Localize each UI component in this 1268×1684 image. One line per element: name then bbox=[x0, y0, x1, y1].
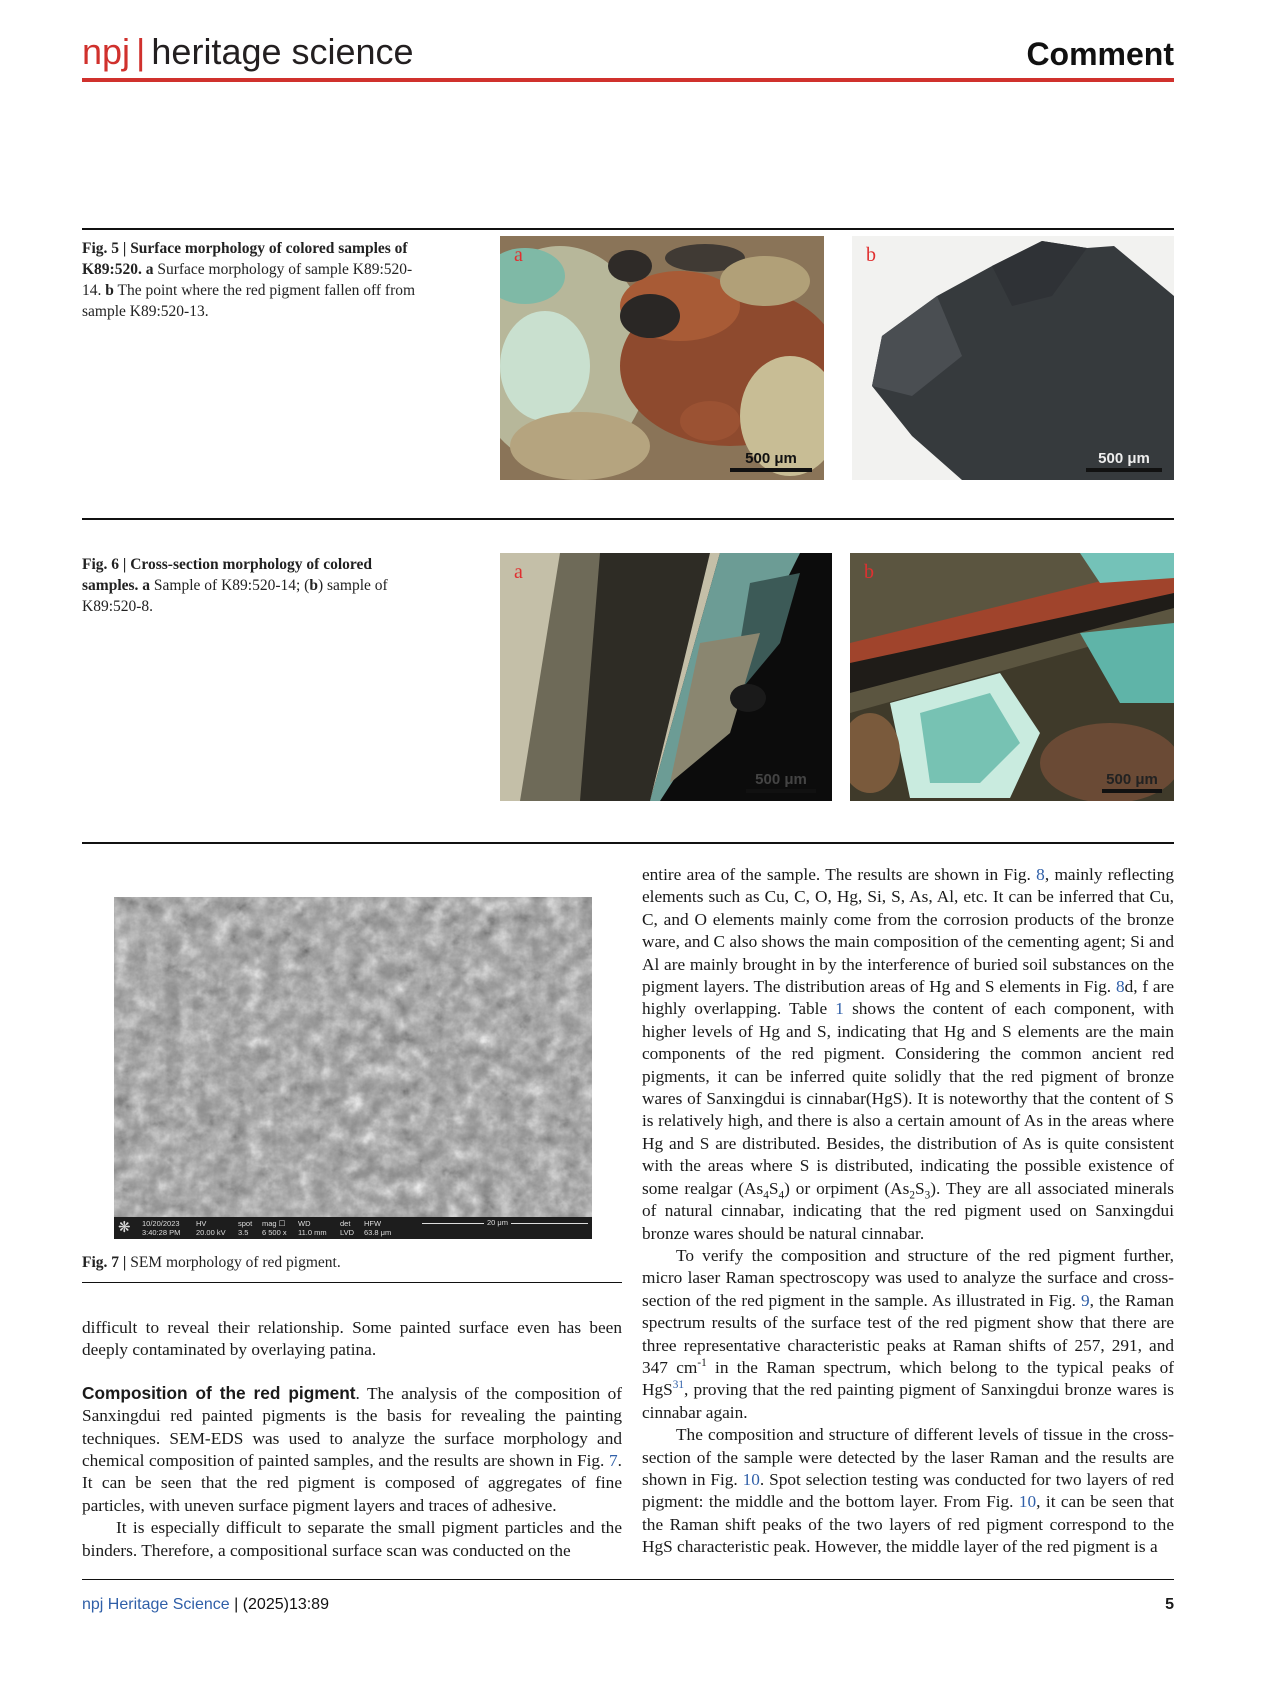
figure-6a-scale-bar bbox=[746, 771, 816, 793]
left-paragraph-2-text-a: . The analysis of the composition of Sanxingdui red painted pigments is the basis for revealing the painting techniques. SEM-EDS was used to analyze the surface morphology and chemical composition of painted samples, and the results are shown in Fig. bbox=[82, 1383, 622, 1471]
fig-8-link[interactable]: 8 bbox=[1036, 865, 1045, 884]
footer-citation bbox=[82, 1596, 329, 1614]
journal-npj: npj bbox=[82, 31, 131, 72]
fig-8-link-2[interactable]: 8 bbox=[1115, 977, 1125, 997]
figure-5-caption-a-text: Surface morphology of sample K89:520-14. bbox=[82, 261, 413, 299]
left-paragraph-3: It is especially difficult to separate the small pigment particles and the binders. Therefore, a compositional surface scan was conducted on the bbox=[82, 1518, 622, 1560]
right-paragraph-3 bbox=[642, 1424, 1174, 1558]
section-heading: Composition of the red pigment bbox=[82, 1382, 356, 1403]
right-paragraph-1-text-d: shows the content of each component, with higher levels of Hg and S, indicating that Hg and S elements are the main components of the red pigment. Considering the common ancient red pigments, it can be inferred quite solidly that the red pigment of bronze wares of Sanxingdui is cinnabar(HgS). It is noteworthy that the content of S is relatively high, and there is also a certain amount of As in the areas where Hg and S are distributed. Besides, the distribution of As is quite consistent with the areas where S is distributed, indicating the possible existence of some realgar (As bbox=[642, 999, 1174, 1198]
figure-5b-scale-text: 500 μm bbox=[1098, 450, 1150, 467]
figure-5-caption-a-letter: a bbox=[145, 261, 154, 278]
sem-logo-icon: ❋ bbox=[118, 1219, 131, 1236]
sem-det-label: det bbox=[340, 1219, 351, 1228]
realgar-s: S bbox=[768, 1178, 779, 1198]
right-paragraph-3-text-c: , it can be seen that the Raman shift peaks of the two layers of red pigment correspond to the HgS characteristic peak. However, the middle layer of the red pigment is a bbox=[642, 1492, 1174, 1557]
figure-6a-image bbox=[500, 553, 832, 801]
right-paragraph-1 bbox=[642, 864, 1174, 1245]
figure-5b-label: b bbox=[866, 244, 876, 266]
right-paragraph-3-text-a: The composition and structure of different levels of tissue in the cross-section of the sample were detected by the laser Raman and the results are shown in Fig. bbox=[642, 1425, 1174, 1489]
figure-5b-scale-bar bbox=[1086, 450, 1162, 472]
figure-6b-scale-text: 500 μm bbox=[1106, 771, 1158, 788]
table-1-link[interactable]: 1 bbox=[835, 999, 844, 1019]
left-paragraph-2 bbox=[82, 1382, 622, 1517]
figure-5a-scale-text: 500 μm bbox=[745, 450, 797, 467]
sem-hfw-label: HFW bbox=[364, 1219, 382, 1228]
sem-spot-label: spot bbox=[238, 1219, 253, 1228]
right-paragraph-1-text-f: ) or orpiment (As bbox=[784, 1178, 910, 1198]
fig-10-link-2[interactable]: 10 bbox=[1018, 1492, 1037, 1512]
page-number: 5 bbox=[1165, 1596, 1174, 1613]
right-paragraph-1-text-a: entire area of the sample. The results are shown in Fig. bbox=[642, 865, 1037, 884]
orpiment-sub-as: 2 bbox=[909, 1189, 916, 1202]
left-paragraph-1: difficult to reveal their relationship. Some painted surface even has been deeply contaminated by overlaying patina. bbox=[82, 1318, 622, 1360]
sem-det-value: LVD bbox=[340, 1228, 355, 1237]
header-rule bbox=[82, 78, 1174, 82]
figure-5-caption-b-letter: b bbox=[105, 282, 114, 299]
sem-mag-label: mag ☐ bbox=[262, 1219, 286, 1228]
wavenumber-exponent: -1 bbox=[697, 1357, 707, 1370]
figure-6b-scale-bar bbox=[1102, 771, 1162, 793]
journal-name: heritage science bbox=[151, 31, 414, 72]
sem-hv-label: HV bbox=[196, 1219, 207, 1228]
figure-6b-label: b bbox=[864, 561, 874, 583]
right-paragraph-1-text-b: , mainly reflecting elements such as Cu, C, O, Hg, Si, S, As, Al, etc. It can be inferred that Cu, C, and O elements mainly come from the corrosion products of the bronze ware, and C also shows the main composition of the cementing agent; Si and Al are mainly brought in by the interference of buried soil substances on the pigment layers. The distribution areas of Hg and S elements in Fig. bbox=[642, 865, 1174, 997]
figure-6-caption-b-text: ) sample of K89:520-8. bbox=[82, 577, 388, 615]
realgar-sub-as: 4 bbox=[763, 1189, 769, 1202]
figure-6a-label: a bbox=[514, 561, 523, 583]
orpiment-s: S bbox=[915, 1178, 925, 1198]
left-column-text bbox=[82, 1317, 622, 1562]
right-paragraph-2-text-a: To verify the composition and structure of the red pigment further, micro laser Raman spectroscopy was used to analyze the surface and cross-section of the red pigment in the sample. As illustrated in Fig. bbox=[642, 1245, 1174, 1310]
right-paragraph-2-text-d: , proving that the red painting pigment of Sanxingdui bronze wares is cinnabar again. bbox=[642, 1380, 1174, 1422]
orpiment-sub-s: 3 bbox=[924, 1189, 931, 1202]
figure-5a-label: a bbox=[514, 244, 523, 266]
footer-journal: npj Heritage Science bbox=[82, 1596, 230, 1613]
reference-31-link[interactable]: 31 bbox=[672, 1379, 684, 1392]
figure-6a-scale-text: 500 μm bbox=[755, 771, 807, 788]
journal-title bbox=[82, 30, 414, 74]
figure-7-sem-image bbox=[114, 897, 592, 1239]
figure-6-caption-a-letter: a bbox=[142, 577, 151, 594]
figure-5b-image bbox=[852, 236, 1174, 480]
figure-6b-image bbox=[850, 553, 1174, 801]
section-label: Comment bbox=[1026, 36, 1174, 72]
sem-mag-value: 6 500 x bbox=[262, 1228, 287, 1237]
footer-volume: | (2025)13:89 bbox=[229, 1596, 329, 1613]
fig-10-link[interactable]: 10 bbox=[742, 1469, 760, 1489]
sem-scale-text: 20 μm bbox=[484, 1218, 511, 1227]
figure-6-top-rule bbox=[82, 518, 1174, 520]
right-paragraph-2-text-b: , the Raman spectrum results of the surface test of the red pigment show that there are three representative characteristic peaks at Raman shifts of 257, 291, and 347 cm bbox=[642, 1290, 1174, 1377]
figure-5-caption bbox=[82, 238, 422, 322]
figure-6-caption-b-letter: b bbox=[309, 577, 318, 594]
figure-5a-image bbox=[500, 236, 824, 480]
figure-7-bottom-rule bbox=[82, 1282, 622, 1283]
sem-time: 3:40:28 PM bbox=[142, 1228, 181, 1237]
sem-hv-value: 20.00 kV bbox=[196, 1228, 226, 1237]
footer-rule bbox=[82, 1579, 1174, 1580]
figure-7-caption-label: Fig. 7 | bbox=[82, 1254, 127, 1271]
figure-5-caption-label: Fig. 5 | Surface morphology of colored samples of K89:520. bbox=[82, 240, 408, 278]
sem-hfw-value: 63.8 μm bbox=[364, 1228, 392, 1237]
right-paragraph-2-text-c: in the Raman spectrum, which belong to the typical peaks of HgS bbox=[642, 1357, 1174, 1400]
fig-7-link[interactable]: 7 bbox=[609, 1451, 618, 1471]
right-paragraph-2 bbox=[642, 1245, 1174, 1424]
figure-6-caption-label: Fig. 6 | Cross-section morphology of colored samples. bbox=[82, 556, 372, 594]
realgar-sub-s: 4 bbox=[778, 1189, 785, 1202]
sem-wd-value: 11.0 mm bbox=[298, 1228, 327, 1237]
left-paragraph-2-text-b: . It can be seen that the red pigment is composed of aggregates of fine particles, with uneven surface pigment layers and traces of adhesive. bbox=[82, 1451, 622, 1515]
right-paragraph-1-text-c: d, f are highly overlapping. Table bbox=[642, 977, 1174, 1019]
figure-5-top-rule bbox=[82, 228, 1174, 230]
figure-7-top-rule bbox=[82, 842, 1174, 844]
figure-5-caption-b-text: The point where the red pigment fallen off from sample K89:520-13. bbox=[82, 282, 416, 320]
fig-9-link[interactable]: 9 bbox=[1080, 1290, 1090, 1310]
sem-spot-value: 3.5 bbox=[238, 1228, 249, 1237]
figure-7-caption-text: SEM morphology of red pigment. bbox=[130, 1254, 341, 1271]
sem-wd-label: WD bbox=[298, 1219, 311, 1228]
journal-separator: | bbox=[136, 31, 146, 72]
sem-info-bar bbox=[114, 1217, 592, 1239]
right-paragraph-1-text-h: ). They are all associated minerals of natural cinnabar, indicating that the red pigment used on Sanxingdui bronze wares should be natural cinnabar. bbox=[642, 1178, 1175, 1243]
figure-5a-scale-bar bbox=[730, 450, 812, 472]
figure-6-caption-a-text: Sample of K89:520-14; ( bbox=[153, 577, 310, 594]
figure-6-caption bbox=[82, 554, 422, 617]
sem-date: 10/20/2023 bbox=[142, 1219, 180, 1228]
right-column-text bbox=[642, 864, 1174, 1559]
right-paragraph-3-text-b: . Spot selection testing was conducted for two layers of red pigment: the middle and the bottom layer. From Fig. bbox=[642, 1469, 1175, 1512]
figure-7-caption bbox=[82, 1252, 592, 1273]
